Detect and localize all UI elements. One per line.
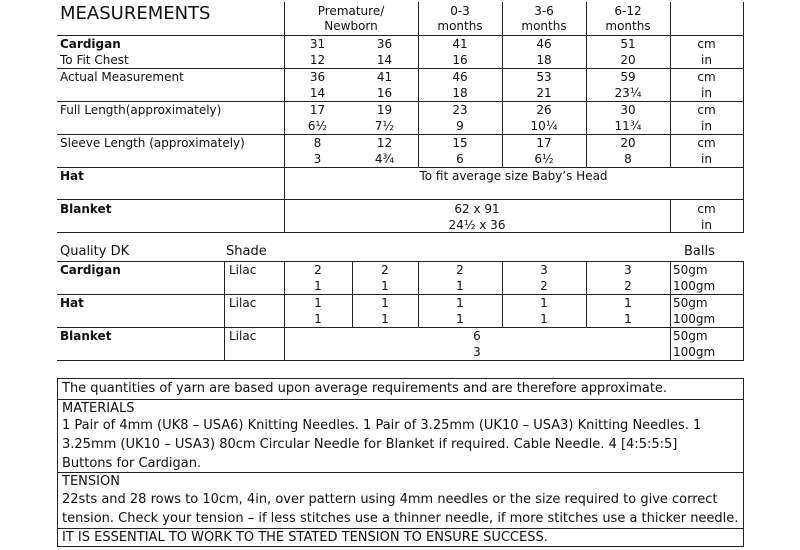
yarn-row-label: Hat (60, 296, 84, 310)
balls-50gm: 2 (314, 263, 322, 277)
materials-heading: MATERIALS (62, 401, 135, 416)
balls-50gm: 1 (540, 296, 548, 310)
balls-100gm: 2 (624, 279, 632, 293)
blanket-size-in: 24½ x 36 (448, 218, 506, 232)
unit: in (701, 152, 712, 166)
rule (57, 378, 743, 379)
yarn-blanket-label: Blanket (60, 329, 112, 343)
balls-50gm: 1 (381, 296, 389, 310)
cell-cm: 19 (376, 103, 393, 117)
balls-50gm: 1 (456, 296, 464, 310)
cell-cm: 36 (309, 70, 326, 84)
essential-note: IT IS ESSENTIAL TO WORK TO THE STATED TENSION TO ENSURE SUCCESS. (62, 530, 548, 545)
size-header: 0-3 (450, 4, 470, 18)
balls-50gm: 3 (540, 263, 548, 277)
cell-cm: 31 (309, 37, 326, 51)
cell-in: 11¾ (614, 119, 642, 133)
tension-heading: TENSION (62, 474, 120, 489)
cell-cm: 36 (376, 37, 393, 51)
cell-in: 14 (309, 86, 326, 100)
cell-cm: 53 (536, 70, 552, 84)
tension-line: 22sts and 28 rows to 10cm, 4in, over pattern using 4mm needles or the size required to give correct (62, 492, 718, 507)
cell-cm: 51 (620, 37, 636, 51)
materials-line: Buttons for Cardigan. (62, 456, 202, 471)
balls-100gm: 1 (314, 279, 322, 293)
weight: 50gm (673, 296, 708, 310)
balls-50gm: 2 (456, 263, 464, 277)
cell-in: 18 (536, 53, 552, 67)
weight: 100gm (673, 279, 716, 293)
row-sublabel: To Fit Chest (60, 53, 129, 67)
balls-100gm: 1 (381, 279, 389, 293)
balls-50gm: 2 (381, 263, 389, 277)
size-header: 3-6 (534, 4, 554, 18)
balls-header: Balls (684, 244, 715, 259)
cell-in: 6½ (534, 152, 554, 166)
cell-cm: 20 (620, 136, 636, 150)
unit: in (701, 218, 712, 232)
weight: 50gm (673, 329, 708, 343)
cell-cm: 17 (536, 136, 552, 150)
cell-in: 23¼ (614, 86, 642, 100)
rule (224, 261, 225, 361)
cell-cm: 41 (452, 37, 468, 51)
cell-cm: 23 (452, 103, 468, 117)
yarn-row-label: Cardigan (60, 263, 121, 277)
size-header: months (521, 19, 567, 33)
cell-in: 8 (624, 152, 632, 166)
blanket-label: Blanket (60, 202, 112, 216)
unit: in (701, 53, 712, 67)
row-label: Actual Measurement (60, 70, 184, 84)
cell-in: 20 (620, 53, 636, 67)
rule (57, 378, 58, 547)
yarn-blanket-50gm: 6 (473, 329, 481, 343)
cell-in: 3 (313, 152, 322, 166)
unit: cm (697, 202, 716, 216)
cell-cm: 46 (452, 70, 468, 84)
balls-50gm: 1 (314, 296, 322, 310)
cell-cm: 30 (620, 103, 636, 117)
unit: cm (697, 37, 716, 51)
cell-in: 16 (376, 86, 393, 100)
size-header: months (437, 19, 483, 33)
size-header: months (605, 19, 651, 33)
cell-in: 9 (456, 119, 464, 133)
rule (57, 472, 743, 473)
yarn-shade: Lilac (229, 296, 257, 310)
row-label: Full Length(approximately) (60, 103, 222, 117)
unit: cm (697, 103, 716, 117)
rule (57, 360, 743, 361)
cell-in: 4¾ (374, 152, 395, 166)
rule (57, 546, 743, 547)
cell-in: 14 (376, 53, 393, 67)
weight: 100gm (673, 312, 716, 326)
tension-line: tension. Check your tension – if less stitches use a thinner needle, if more stitches use a thicker needle. (62, 511, 739, 526)
balls-100gm: 1 (624, 312, 632, 326)
yarn-shade: Lilac (229, 263, 257, 277)
balls-50gm: 1 (624, 296, 632, 310)
cell-cm: 15 (452, 136, 468, 150)
cell-cm: 59 (620, 70, 636, 84)
cell-cm: 12 (376, 136, 393, 150)
size-header: 6-12 (614, 4, 642, 18)
cell-in: 7½ (374, 119, 395, 133)
quality-label: Quality DK (60, 244, 130, 259)
cell-cm: 8 (313, 136, 322, 150)
unit: in (701, 119, 712, 133)
shade-header: Shade (226, 244, 267, 259)
size-header: Premature/ (317, 4, 385, 18)
materials-line: 3.25mm (UK10 – USA3) 80cm Circular Needle for Blanket if required. Cable Needle. 4 [4:5:5:5] (62, 437, 678, 452)
rule (743, 378, 744, 547)
rule (743, 261, 744, 361)
cell-in: 6 (456, 152, 464, 166)
materials-line: 1 Pair of 4mm (UK8 – USA6) Knitting Needles. 1 Pair of 3.25mm (UK10 – USA3) Knitting Needles. 1 (62, 418, 702, 433)
hat-note: To fit average size Baby’s Head (419, 169, 608, 183)
balls-100gm: 1 (456, 312, 464, 326)
rule (743, 2, 744, 233)
page-title: MEASUREMENTS (60, 3, 211, 24)
cell-cm: 26 (536, 103, 552, 117)
cell-cm: 17 (309, 103, 326, 117)
hat-label: Hat (60, 169, 84, 183)
quantities-note: The quantities of yarn are based upon average requirements and are therefore approximate. (62, 381, 668, 396)
cell-in: 21 (536, 86, 552, 100)
unit: in (701, 86, 712, 100)
cell-in: 18 (452, 86, 468, 100)
cell-in: 16 (452, 53, 468, 67)
rule (57, 199, 743, 200)
cell-cm: 46 (536, 37, 552, 51)
row-label: Cardigan (60, 37, 121, 51)
balls-100gm: 1 (540, 312, 548, 326)
weight: 50gm (673, 263, 708, 277)
cell-cm: 41 (376, 70, 393, 84)
unit: cm (697, 136, 716, 150)
balls-100gm: 1 (381, 312, 389, 326)
yarn-blanket-100gm: 3 (473, 345, 481, 359)
rule (57, 399, 743, 400)
weight: 100gm (673, 345, 716, 359)
balls-100gm: 2 (540, 279, 548, 293)
cell-in: 6½ (307, 119, 328, 133)
cell-in: 12 (309, 53, 326, 67)
rule (670, 261, 671, 361)
size-header: Newborn (324, 19, 378, 33)
row-label: Sleeve Length (approximately) (60, 136, 245, 150)
blanket-size-cm: 62 x 91 (454, 202, 500, 216)
cell-in: 10¼ (530, 119, 558, 133)
balls-100gm: 1 (314, 312, 322, 326)
balls-100gm: 1 (456, 279, 464, 293)
unit: cm (697, 70, 716, 84)
balls-50gm: 3 (624, 263, 632, 277)
yarn-blanket-shade: Lilac (229, 329, 257, 343)
